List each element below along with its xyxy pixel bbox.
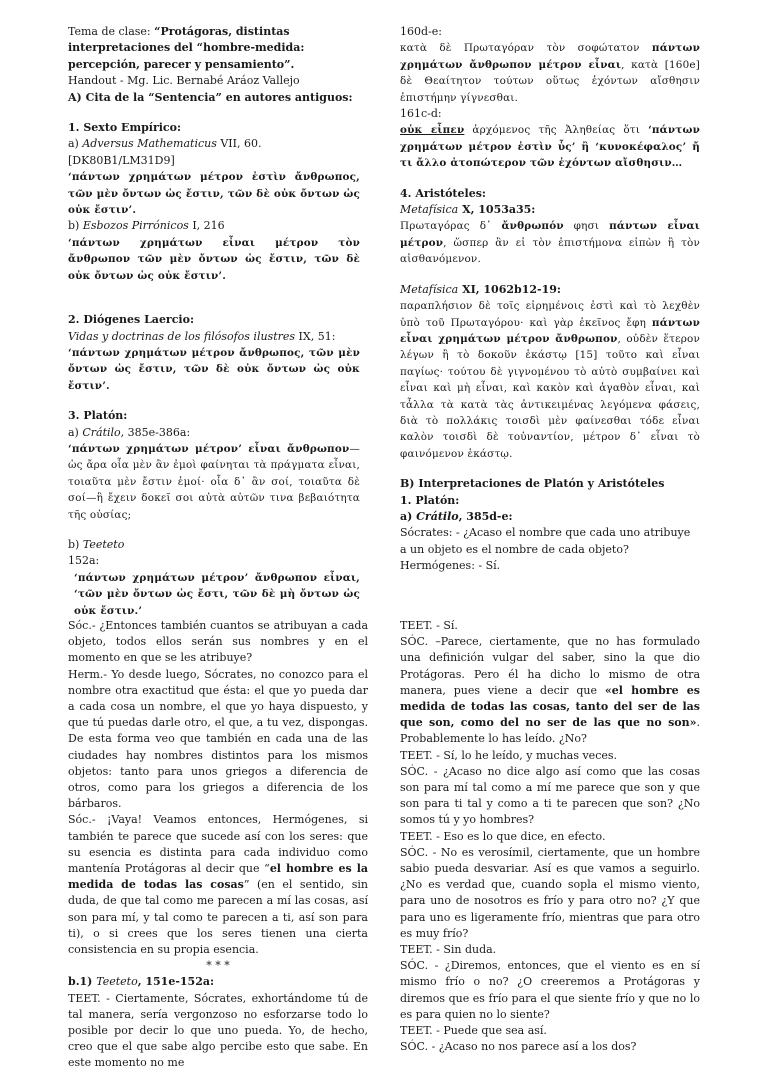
greek-bold: πάντων χρημάτων ἄνθρωπον μέτρον εἶναι [400,42,700,71]
diogenes-heading: 2. Diógenes Laercio: [68,313,195,327]
greek-rest: —ὡς ἄρα οἷα μὲν ἂν ἐμοὶ φαίνηται τὰ πράγματα εἶναι, τοιαῦτα μὲν ἔστιν ἐμοί· οἷα δ᾽ ἂν σοί, τοιαῦτα δὲ σοί—ἢ ἔχειν δοκεῖ σοι αὐτὰ αὑτῶν τινα βεβαιότητα τῆς οὐσίας; [68,442,360,521]
sexto-empirico-heading: 1. Sexto Empírico: [68,121,182,135]
ref-prefix: b) [68,219,83,233]
greek-text: , οὐδὲν ἕτερον λέγων ἢ τὸ δοκοῦν ἑκάστῳ [15] τοῦτο καὶ εἶναι παγίως· τούτου δὲ γιγνομένου τὸ αὐτὸ συμβαίνει καὶ εἶναι καὶ μὴ εἶναι, καὶ κακὸν καὶ ἀγαθὸν εἶναι, καὶ τἆλλα τὰ κατὰ τὰς ἀντικειμένας λεγόμενα φάσεις, διὰ τὸ πολλάκις τοισδὶ μὲν φαίνεσθαι τόδε εἶναι καλὸν τοισδὶ δὲ τοὐναντίον, μέτρον δ᾽ εἶναι τὸ φαινόμενον ἑκάστῳ. [400,332,700,460]
soc-line-8: SÓC. - ¿Diremos, entonces, que el viento es en sí mismo frío o no? ¿O creeremos a Protágoras y diremos que es frío para el que siente frío y que no lo es para quien no lo siente? [400,959,700,1021]
ref-location: , 151e-152a: [137,975,215,989]
ref-prefix: a) [68,425,83,439]
work-title: Crátilo [416,509,459,523]
metafisica-x-greek [400,218,700,267]
ref-location: , 385d-e: [458,509,513,523]
teet-line-3: TEET. - Sí, lo he leído, y muchas veces. [400,748,618,762]
top-right-column [400,24,700,575]
greek-bold: ‘πάντων χρημάτων μέτρον ἐστὶν ὗς’ ἢ ‘κυνοκέφαλος’ ἤ τι ἄλλο ἀτοπώτερον τῶν ἐχόντων αἴσθησιν… [400,124,700,170]
greek-bold: ‘πάντων χρημάτων μέτρον’ εἶναι ἄνθρωπον [68,442,350,455]
diogenes-ref [68,329,360,345]
b-platon-heading: 1. Platón: [400,493,460,507]
ref-prefix: a) [400,509,417,523]
socrates-question: Sócrates: - ¿Acaso el nombre que cada uno atribuye a un objeto es el nombre de cada objeto? [400,526,691,556]
section-separator: * * * [206,959,230,973]
platon-heading: 3. Platón: [68,409,128,423]
work-title: Teeteto [82,537,125,551]
title-prefix: Tema de clase: [68,25,155,38]
teeteto-161-ref: 161c-d: [400,107,442,121]
bottom-left-column [68,618,368,1072]
soc-line-4: SÓC. - ¿Acaso no dice algo así como que las cosas son para mí tal como a mí me parece que son y que son para ti tal y como a ti te parecen que son? ¿No somos tú y yo hombres? [400,764,700,827]
cratilo-ref [68,425,360,441]
ref-prefix: b.1) [68,975,97,989]
dialogue-text: SÓC. –Parece, ciertamente, que no has formulado una definición vulgar del saber, sino la que dio Protágoras. Pero él ha dicho lo mismo de otra manera, pues viene a decir que [400,635,700,697]
work-title: Esbozos Pirrónicos [82,219,189,233]
teet-line-1: TEET. - Sí. [400,619,458,632]
dialogue-hermogenes-1: Herm.- Yo desde luego, Sócrates, no conozco para el nombre otra exactitud que ésta: el que yo pueda dar a cada cosa un nombre, el que yo haya dispuesto, y que tú puedas darle otro, el que, a tu vez, dispongas. De esta forma veo que también en cada una de las ciudades hay nombres distintos para los mismos objetos: tanto para unos griegos a diferencia de otros, como para los griegos a diferencia de los bárbaros. [68,667,368,811]
metafisica-xi-greek [400,298,700,462]
handout-author: Handout - Mg. Lic. Bernabé Aráoz Vallejo [68,74,300,88]
title-text: “Protágoras, distintas interpretaciones del “hombre-medida: percepción, parecer y pensamiento”. [68,25,305,71]
class-title [68,24,360,73]
aristoteles-heading: 4. Aristóteles: [400,186,486,200]
greek-underlined: οὐκ εἶπεν [400,124,465,137]
work-title: Vidas y doctrinas de los filósofos ilustres [68,329,296,343]
ref-location: , 385e-386a: [120,425,191,439]
ref-prefix: b) [68,537,83,551]
ref-location: IX, 51: [295,329,336,343]
work-title: Metafísica [400,282,459,296]
dialogue-text: . Probablemente lo has leído. ¿No? [400,716,700,746]
teeteto-160-greek [400,40,700,106]
ref-location: I, 216 [188,219,225,233]
soc-line-6: SÓC. - No es verosímil, ciertamente, que un hombre sabio pueda desvariar. Así es que vamos a seguirlo. ¿No es verdad que, cuando sopla el mismo viento, para uno de nosotros es frío y para otro no? ¿Y que para uno es ligeramente frío, mientras que para otro es muy frío? [400,845,700,940]
work-title: Teeteto [96,975,138,989]
teet-line-5: TEET. - Eso es lo que dice, en efecto. [400,829,606,843]
greek-text: Πρωταγόρας δ᾽ [400,220,502,233]
sexto-b-greek: ‘πάντων χρημάτων εἶναι μέτρον τὸν ἄνθρωπον τῶν μὲν ὄντων ὡς ἔστιν, τῶν δὲ οὐκ ὄντων ὡς οὐκ ἔστιν’. [68,236,360,282]
b-cratilo-ref [400,509,700,525]
ref-location: VII, 60. [DK80B1/LM31D9] [68,137,262,167]
teeteto-greek: ‘πάντων χρημάτων μέτρον’ ἄνθρωπον εἶναι, ‘τῶν μὲν ὄντων ὡς ἔστι, τῶν δὲ μὴ ὄντων ὡς οὐκ ἔστιν.’ [74,571,360,617]
section-b-heading: B) Interpretaciones de Platón y Aristóteles [400,477,665,491]
soc-line-2 [400,634,700,747]
hermogenes-reply: Hermógenes: - Sí. [400,559,501,573]
work-title: Metafísica [400,203,459,217]
greek-text: ἀρχόμενος τῆς Ἀληθείας ὅτι [464,124,649,137]
dialogue-bold: «el hombre es medida de todas las cosas, tanto del ser de las que son, como del no ser de las que no son» [400,683,700,730]
ref-prefix: a) [68,137,83,151]
greek-text: φησι [563,220,610,233]
teet-line-7: TEET. - Sin duda. [400,943,497,957]
greek-bold: ἄνθρωπόν [501,220,564,233]
teeteto-161-greek [400,122,700,171]
greek-text: παραπλήσιον δὲ τοῖς εἰρημένοις ἐστὶ καὶ τὸ λεχθὲν ὑπὸ τοῦ Πρωταγόρου· καὶ γὰρ ἐκεῖνος ἔφη [400,300,700,329]
soc-line-10: SÓC. - ¿Acaso no nos parece así a los dos? [400,1040,637,1054]
cratilo-greek [68,441,360,523]
dialogue-bold: el hombre es la medida de todas las cosas [68,862,369,892]
teeteto-151-ref [68,974,368,990]
sexto-a-greek: ‘πάντων χρημάτων μέτρον ἐστὶν ἄνθρωπος, τῶν μὲν ὄντων ὡς ἔστιν, τῶν δὲ οὐκ ὄντων ὡς οὐκ ἔστιν’. [68,171,360,217]
top-left-column [68,24,360,619]
metafisica-xi-ref [400,282,700,298]
bottom-right-column [400,618,700,1055]
diogenes-greek: ‘πάντων χρημάτων μέτρον ἄνθρωπος, τῶν μὲν ὄντων ὡς ἔστιν, τῶν δὲ οὐκ ὄντων ὡς οὐκ ἔστιν’. [68,346,360,392]
dialogue-text: ” (en el sentido, sin duda, de que tal como me parecen a mí las cosas, así son para mí, y tal como te parecen a ti, así son para ti), o si crees que los seres tienen una cierta consistencia en su propia esencia. [68,878,369,957]
dialogue-socrates-1: Sóc.- ¿Entonces también cuantos se atribuyan a cada objeto, todos ellos serán sus nombres y en el momento en que se les atribuye? [68,619,368,665]
greek-bold: πάντων εἶναι χρημάτων μέτρον ἄνθρωπον [400,316,700,345]
section-a-heading: A) Cita de la “Sentencia” en autores antiguos: [68,90,353,104]
greek-text: , ὥσπερ ἂν εἰ τὸν ἐπιστήμονα εἰπὼν ἢ τὸν αἰσθανόμενον. [400,236,700,266]
work-title: Crátilo [82,425,121,439]
dialogue-text: Sóc.- ¡Vaya! Veamos entonces, Hermógenes, si también te parece que sucede así con los seres: que su esencia es distinta para cada individuo como mantenía Protágoras al decir que “ [68,813,368,876]
ref-location: XI, 1062b12-19: [458,282,561,296]
teet-line-9: TEET. - Puede que sea así. [400,1024,547,1038]
greek-text: , κατὰ [160e] δὲ Θεαίτητον τούτων οὕτως ἐχόντων αἴσθησιν ἐπιστήμην γίγνεσθαι. [400,58,701,104]
metafisica-x-ref [400,202,700,218]
sexto-b-ref [68,218,360,234]
teeteto-ref [68,537,360,553]
work-title: Adversus Mathematicus [82,137,217,151]
greek-bold: πάντων εἶναι μέτρον [400,220,700,249]
teeteto-loc: 152a: [68,554,100,568]
dialogue-socrates-2 [68,812,368,958]
teeteto-160-ref: 160d-e: [400,25,442,38]
greek-text: κατὰ δὲ Πρωταγόραν τὸν σοφώτατον [400,42,652,55]
ref-location: X, 1053a35: [458,203,536,217]
dialogue-teeteto-1: TEET. - Ciertamente, Sócrates, exhortándome tú de tal manera, sería vergonzoso no esforzarse todo lo posible por decir lo que uno pueda. Yo, de hecho, creo que el que sabe algo percibe esto que sabe. En este momento no me [68,991,368,1070]
sexto-a-ref [68,136,360,169]
